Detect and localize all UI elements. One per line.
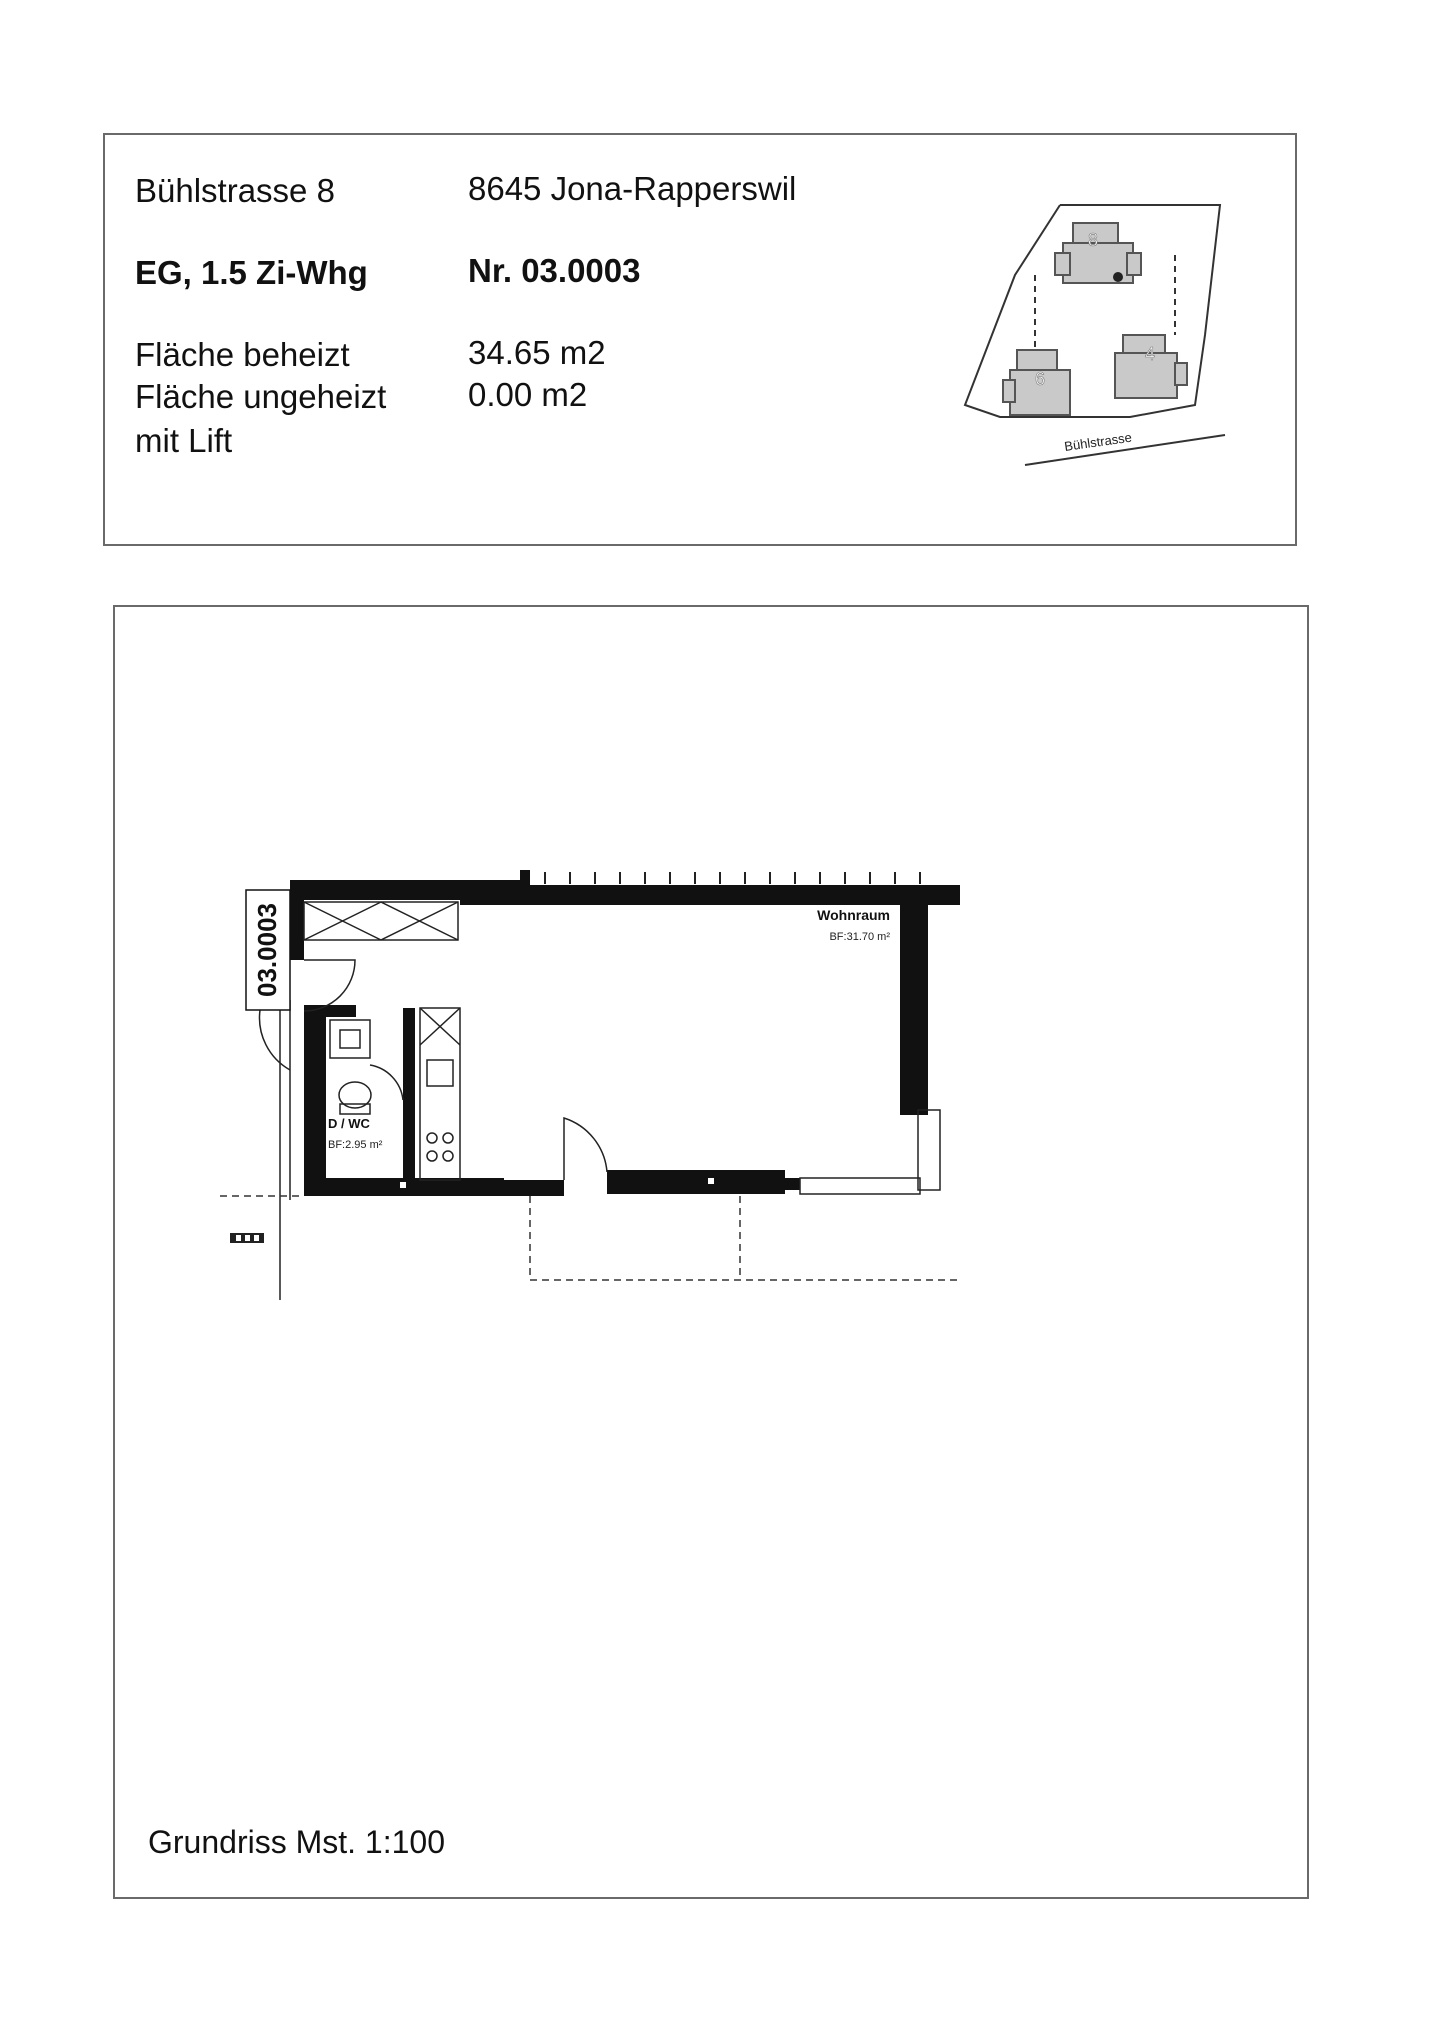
street-label: Bühlstrasse (1063, 429, 1133, 454)
unit-tag: 03.0003 (252, 903, 282, 997)
bath-name: D / WC (328, 1116, 370, 1131)
street-address: Bühlstrasse 8 (135, 172, 335, 209)
city: 8645 Jona-Rapperswil (468, 170, 797, 207)
unheated-area-label: Fläche ungeheizt (135, 378, 387, 415)
floor-plan (220, 860, 980, 1300)
unit-number: Nr. 03.0003 (468, 252, 641, 289)
building-label-4: 4 (1144, 344, 1156, 364)
unheated-area-value: 0.00 m2 (468, 376, 588, 413)
building-label-8: 8 (1087, 230, 1099, 250)
bath-area: BF:2.95 m² (328, 1139, 383, 1151)
unit-type: EG, 1.5 Zi-Whg (135, 254, 368, 291)
unit-marker (1113, 272, 1123, 282)
building-label-6: 6 (1034, 369, 1046, 389)
living-room-area: BF:31.70 m² (829, 931, 890, 943)
lift-note: mit Lift (135, 422, 233, 459)
heated-area-value: 34.65 m2 (468, 334, 606, 371)
site-plan (955, 195, 1235, 485)
living-room-name: Wohnraum (817, 907, 890, 923)
plan-scale-caption: Grundriss Mst. 1:100 (148, 1824, 445, 1860)
heated-area-label: Fläche beheizt (135, 336, 350, 373)
